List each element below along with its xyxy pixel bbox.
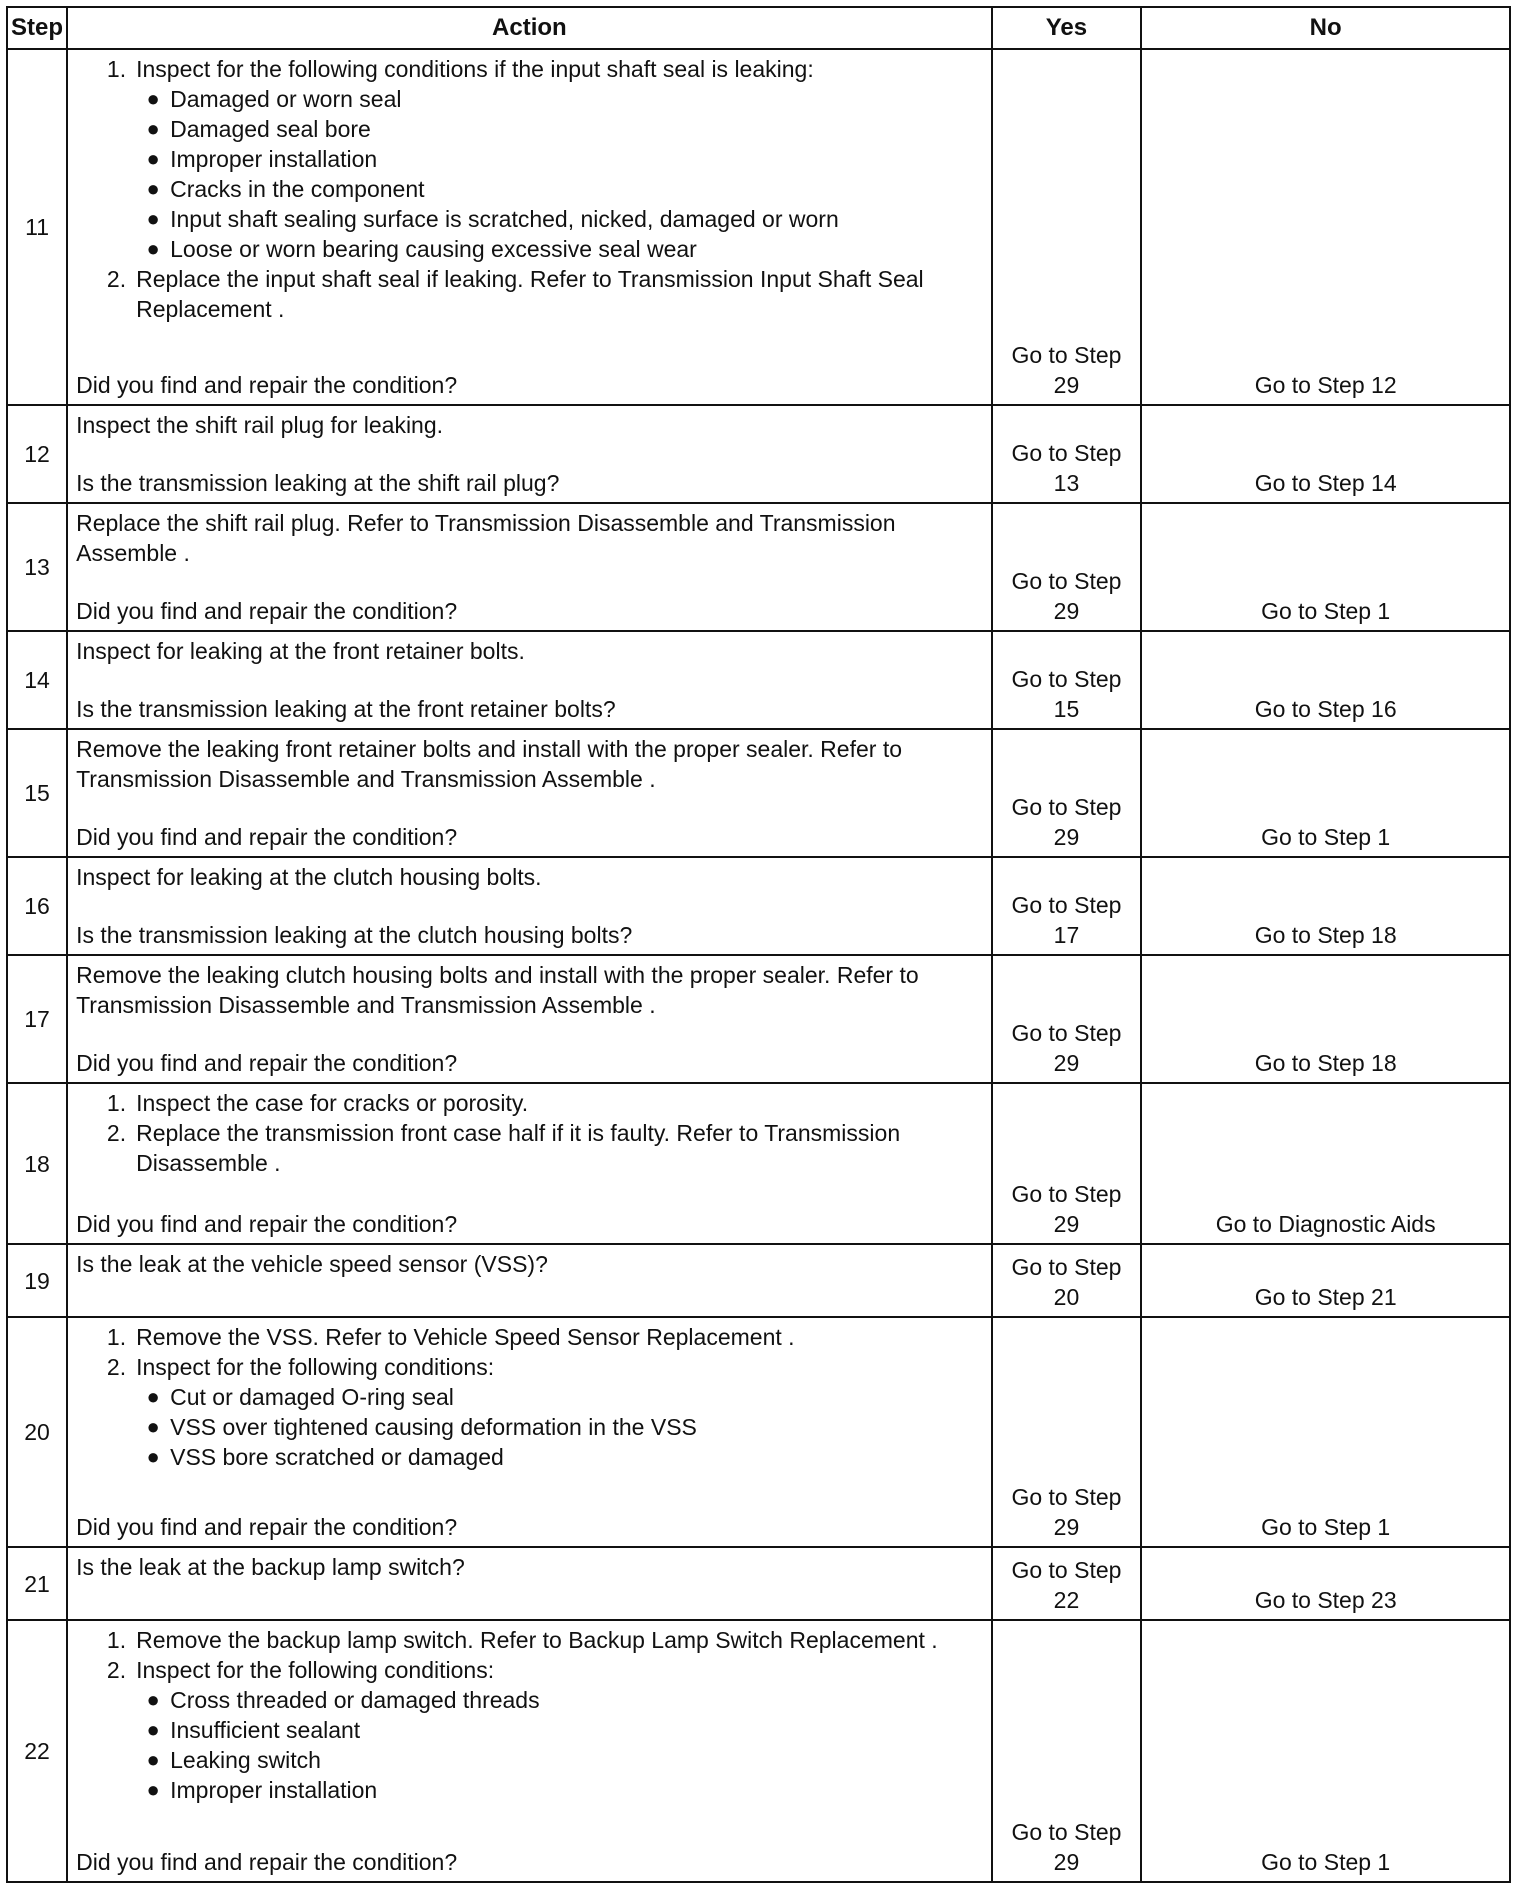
no-cell: [1141, 729, 1510, 857]
action-cell: [67, 631, 991, 729]
bullet-dot-icon: ●: [146, 1687, 160, 1712]
header-step: Step: [7, 7, 67, 49]
no-result: Go to Step 23: [1254, 1587, 1397, 1613]
no-cell: [1141, 1317, 1510, 1547]
list-item: [76, 54, 982, 84]
list-text: Inspect for the following conditions if the input shaft seal is leaking:: [136, 56, 814, 82]
step-number: 13: [7, 503, 67, 631]
bullet-text: Cut or damaged O-ring seal: [170, 1384, 454, 1410]
list-text: Replace the transmission front case half if it is faulty. Refer to Transmission Disassemble .: [136, 1120, 901, 1176]
action-cell: [67, 1244, 991, 1317]
no-result: Go to Step 1: [1261, 598, 1391, 624]
bullet-item: [136, 1685, 982, 1715]
table-row: [7, 857, 1510, 955]
no-cell: [1141, 49, 1510, 405]
no-cell: [1141, 503, 1510, 631]
yes-result-line2: 29: [1053, 1211, 1080, 1237]
action-question: Did you find and repair the condition?: [76, 1849, 458, 1875]
table-row: [7, 1083, 1510, 1244]
step-number: 16: [7, 857, 67, 955]
action-cell: [67, 1083, 991, 1244]
yes-cell: [992, 729, 1142, 857]
bullet-item: [136, 1412, 982, 1442]
bullet-dot-icon: ●: [146, 236, 160, 261]
action-text: Inspect the shift rail plug for leaking.: [76, 412, 444, 438]
yes-result-line1: Go to Step: [1011, 666, 1122, 692]
list-text: Replace the input shaft seal if leaking. Refer to Transmission Input Shaft Seal Replacement .: [136, 266, 924, 322]
list-number: 1.: [106, 1090, 127, 1116]
yes-result: [993, 1555, 1141, 1615]
no-result: Go to Diagnostic Aids: [1215, 1211, 1436, 1237]
bullet-item: [136, 1382, 982, 1412]
list-text: Remove the backup lamp switch. Refer to Backup Lamp Switch Replacement .: [136, 1627, 938, 1653]
no-cell: [1141, 1620, 1510, 1882]
yes-result-line2: 29: [1053, 598, 1080, 624]
yes-cell: [992, 631, 1142, 729]
bullet-text: Insufficient sealant: [170, 1717, 361, 1743]
no-result: Go to Step 21: [1254, 1284, 1397, 1310]
no-result: Go to Step 16: [1254, 696, 1397, 722]
no-cell: [1141, 405, 1510, 503]
bullet-item: [136, 144, 982, 174]
yes-cell: [992, 1317, 1142, 1547]
bullet-item: [136, 234, 982, 264]
list-item: [76, 1655, 982, 1685]
bullet-item: [136, 1775, 982, 1805]
yes-cell: [992, 1620, 1142, 1882]
yes-cell: [992, 503, 1142, 631]
yes-result-line1: Go to Step: [1011, 892, 1122, 918]
yes-result-line1: Go to Step: [1011, 440, 1122, 466]
action-cell: [67, 405, 991, 503]
yes-result-line2: 29: [1053, 1514, 1080, 1540]
yes-cell: [992, 1244, 1142, 1317]
yes-result-line1: Go to Step: [1011, 342, 1122, 368]
step-number: 12: [7, 405, 67, 503]
no-cell: [1141, 1547, 1510, 1620]
yes-result: [993, 566, 1141, 626]
list-number: 2.: [106, 266, 127, 292]
yes-result-line1: Go to Step: [1011, 794, 1122, 820]
bullet-text: VSS bore scratched or damaged: [170, 1444, 504, 1470]
header-action: Action: [67, 7, 991, 49]
list-number: 1.: [106, 56, 127, 82]
yes-cell: [992, 955, 1142, 1083]
diagnostic-table: [6, 6, 1511, 1883]
bullet-dot-icon: ●: [146, 86, 160, 111]
step-number: 19: [7, 1244, 67, 1317]
yes-cell: [992, 405, 1142, 503]
yes-result: [993, 890, 1141, 950]
yes-result: [993, 1179, 1141, 1239]
table-row: [7, 955, 1510, 1083]
no-result: Go to Step 18: [1254, 922, 1397, 948]
yes-result-line1: Go to Step: [1011, 1557, 1122, 1583]
table-row: [7, 503, 1510, 631]
yes-result-line2: 29: [1053, 1849, 1080, 1875]
bullet-dot-icon: ●: [146, 206, 160, 231]
action-text: Remove the leaking clutch housing bolts and install with the proper sealer. Refer to Transmission Disassemble and Transmission Assemble .: [76, 962, 919, 1018]
table-row: [7, 1244, 1510, 1317]
yes-result-line2: 22: [1053, 1587, 1080, 1613]
action-cell: [67, 955, 991, 1083]
action-cell: [67, 729, 991, 857]
action-text: Remove the leaking front retainer bolts and install with the proper sealer. Refer to Transmission Disassemble and Transmission Assemble .: [76, 736, 902, 792]
yes-result-line1: Go to Step: [1011, 1254, 1122, 1280]
bullet-item: [136, 114, 982, 144]
yes-result-line1: Go to Step: [1011, 568, 1122, 594]
bullet-text: Damaged or worn seal: [170, 86, 402, 112]
bullet-item: [136, 204, 982, 234]
numbered-list: [76, 1625, 982, 1805]
bullet-item: [136, 174, 982, 204]
no-cell: [1141, 955, 1510, 1083]
list-item: [76, 1118, 982, 1178]
yes-result-line2: 15: [1053, 696, 1080, 722]
action-cell: [67, 1547, 991, 1620]
bullet-text: Improper installation: [170, 146, 378, 172]
action-cell: [67, 1620, 991, 1882]
bullet-item: [136, 84, 982, 114]
bullet-dot-icon: ●: [146, 1777, 160, 1802]
bullet-item: [136, 1442, 982, 1472]
action-question: Did you find and repair the condition?: [76, 1050, 458, 1076]
table-row: [7, 729, 1510, 857]
list-item: [76, 1625, 982, 1655]
no-cell: [1141, 1244, 1510, 1317]
no-cell: [1141, 857, 1510, 955]
bullet-text: Damaged seal bore: [170, 116, 371, 142]
action-cell: [67, 1317, 991, 1547]
list-text: Inspect for the following conditions:: [136, 1354, 495, 1380]
header-yes: Yes: [992, 7, 1142, 49]
yes-result: [993, 664, 1141, 724]
no-cell: [1141, 1083, 1510, 1244]
bullet-dot-icon: ●: [146, 176, 160, 201]
yes-result: [993, 1482, 1141, 1542]
numbered-list: [76, 1088, 982, 1178]
bullet-dot-icon: ●: [146, 146, 160, 171]
action-text: Inspect for leaking at the front retainer bolts.: [76, 638, 525, 664]
action-text: Inspect for leaking at the clutch housing bolts.: [76, 864, 542, 890]
action-question: Is the transmission leaking at the front retainer bolts?: [76, 696, 616, 722]
bullet-dot-icon: ●: [146, 1747, 160, 1772]
step-number: 18: [7, 1083, 67, 1244]
action-question: Did you find and repair the condition?: [76, 598, 458, 624]
no-result: Go to Step 1: [1261, 1514, 1391, 1540]
step-number: 22: [7, 1620, 67, 1882]
no-cell: [1141, 631, 1510, 729]
yes-result: [993, 792, 1141, 852]
yes-result-line2: 29: [1053, 824, 1080, 850]
action-question: Is the transmission leaking at the shift rail plug?: [76, 470, 560, 496]
yes-result: [993, 1817, 1141, 1877]
no-result: Go to Step 14: [1254, 470, 1397, 496]
yes-cell: [992, 857, 1142, 955]
action-cell: [67, 857, 991, 955]
action-cell: [67, 49, 991, 405]
yes-result-line2: 17: [1053, 922, 1080, 948]
list-text: Inspect the case for cracks or porosity.: [136, 1090, 529, 1116]
numbered-list: [76, 1322, 982, 1472]
table-row: [7, 405, 1510, 503]
list-text: Remove the VSS. Refer to Vehicle Speed Sensor Replacement .: [136, 1324, 795, 1350]
action-question: Did you find and repair the condition?: [76, 1211, 458, 1237]
bullet-text: Leaking switch: [170, 1747, 321, 1773]
yes-result-line2: 29: [1053, 372, 1080, 398]
bullet-text: Loose or worn bearing causing excessive seal wear: [170, 236, 697, 262]
no-result: Go to Step 12: [1254, 372, 1397, 398]
yes-result-line1: Go to Step: [1011, 1484, 1122, 1510]
yes-result: [993, 438, 1141, 498]
list-number: 1.: [106, 1324, 127, 1350]
table-row: [7, 1317, 1510, 1547]
no-result: Go to Step 1: [1261, 824, 1391, 850]
bullet-text: VSS over tightened causing deformation in the VSS: [170, 1414, 697, 1440]
step-number: 14: [7, 631, 67, 729]
bullet-text: Input shaft sealing surface is scratched, nicked, damaged or worn: [170, 206, 839, 232]
yes-cell: [992, 49, 1142, 405]
numbered-list: [76, 54, 982, 324]
yes-result-line2: 20: [1053, 1284, 1080, 1310]
table-row: [7, 49, 1510, 405]
list-number: 2.: [106, 1354, 127, 1380]
header-no: No: [1141, 7, 1510, 49]
bullet-dot-icon: ●: [146, 1384, 160, 1409]
action-text: Is the leak at the backup lamp switch?: [76, 1554, 465, 1580]
no-result: Go to Step 18: [1254, 1050, 1397, 1076]
list-number: 2.: [106, 1120, 127, 1146]
action-question: Is the transmission leaking at the clutch housing bolts?: [76, 922, 633, 948]
list-item: [76, 1322, 982, 1352]
bullet-item: [136, 1715, 982, 1745]
header-row: [7, 7, 1510, 49]
table-row: [7, 1620, 1510, 1882]
action-text: Is the leak at the vehicle speed sensor (VSS)?: [76, 1251, 548, 1277]
bullet-dot-icon: ●: [146, 1717, 160, 1742]
yes-cell: [992, 1547, 1142, 1620]
yes-result: [993, 1018, 1141, 1078]
action-question: Did you find and repair the condition?: [76, 1514, 458, 1540]
bullet-dot-icon: ●: [146, 1414, 160, 1439]
bullet-text: Cross threaded or damaged threads: [170, 1687, 540, 1713]
bullet-item: [136, 1745, 982, 1775]
yes-result-line1: Go to Step: [1011, 1020, 1122, 1046]
list-number: 2.: [106, 1657, 127, 1683]
yes-result-line2: 29: [1053, 1050, 1080, 1076]
yes-result: [993, 340, 1141, 400]
list-item: [76, 1352, 982, 1382]
action-question: Did you find and repair the condition?: [76, 372, 458, 398]
list-number: 1.: [106, 1627, 127, 1653]
table-row: [7, 631, 1510, 729]
step-number: 11: [7, 49, 67, 405]
action-question: Did you find and repair the condition?: [76, 824, 458, 850]
no-result: Go to Step 1: [1261, 1849, 1391, 1875]
bullet-text: Improper installation: [170, 1777, 378, 1803]
yes-result-line2: 13: [1053, 470, 1080, 496]
yes-result-line1: Go to Step: [1011, 1181, 1122, 1207]
step-number: 21: [7, 1547, 67, 1620]
yes-result: [993, 1252, 1141, 1312]
table-row: [7, 1547, 1510, 1620]
list-item: [76, 1088, 982, 1118]
step-number: 15: [7, 729, 67, 857]
list-item: [76, 264, 982, 324]
bullet-dot-icon: ●: [146, 116, 160, 141]
action-cell: [67, 503, 991, 631]
list-text: Inspect for the following conditions:: [136, 1657, 495, 1683]
step-number: 20: [7, 1317, 67, 1547]
yes-cell: [992, 1083, 1142, 1244]
yes-result-line1: Go to Step: [1011, 1819, 1122, 1845]
action-text: Replace the shift rail plug. Refer to Transmission Disassemble and Transmission Assemble .: [76, 510, 896, 566]
bullet-dot-icon: ●: [146, 1444, 160, 1469]
bullet-text: Cracks in the component: [170, 176, 425, 202]
step-number: 17: [7, 955, 67, 1083]
